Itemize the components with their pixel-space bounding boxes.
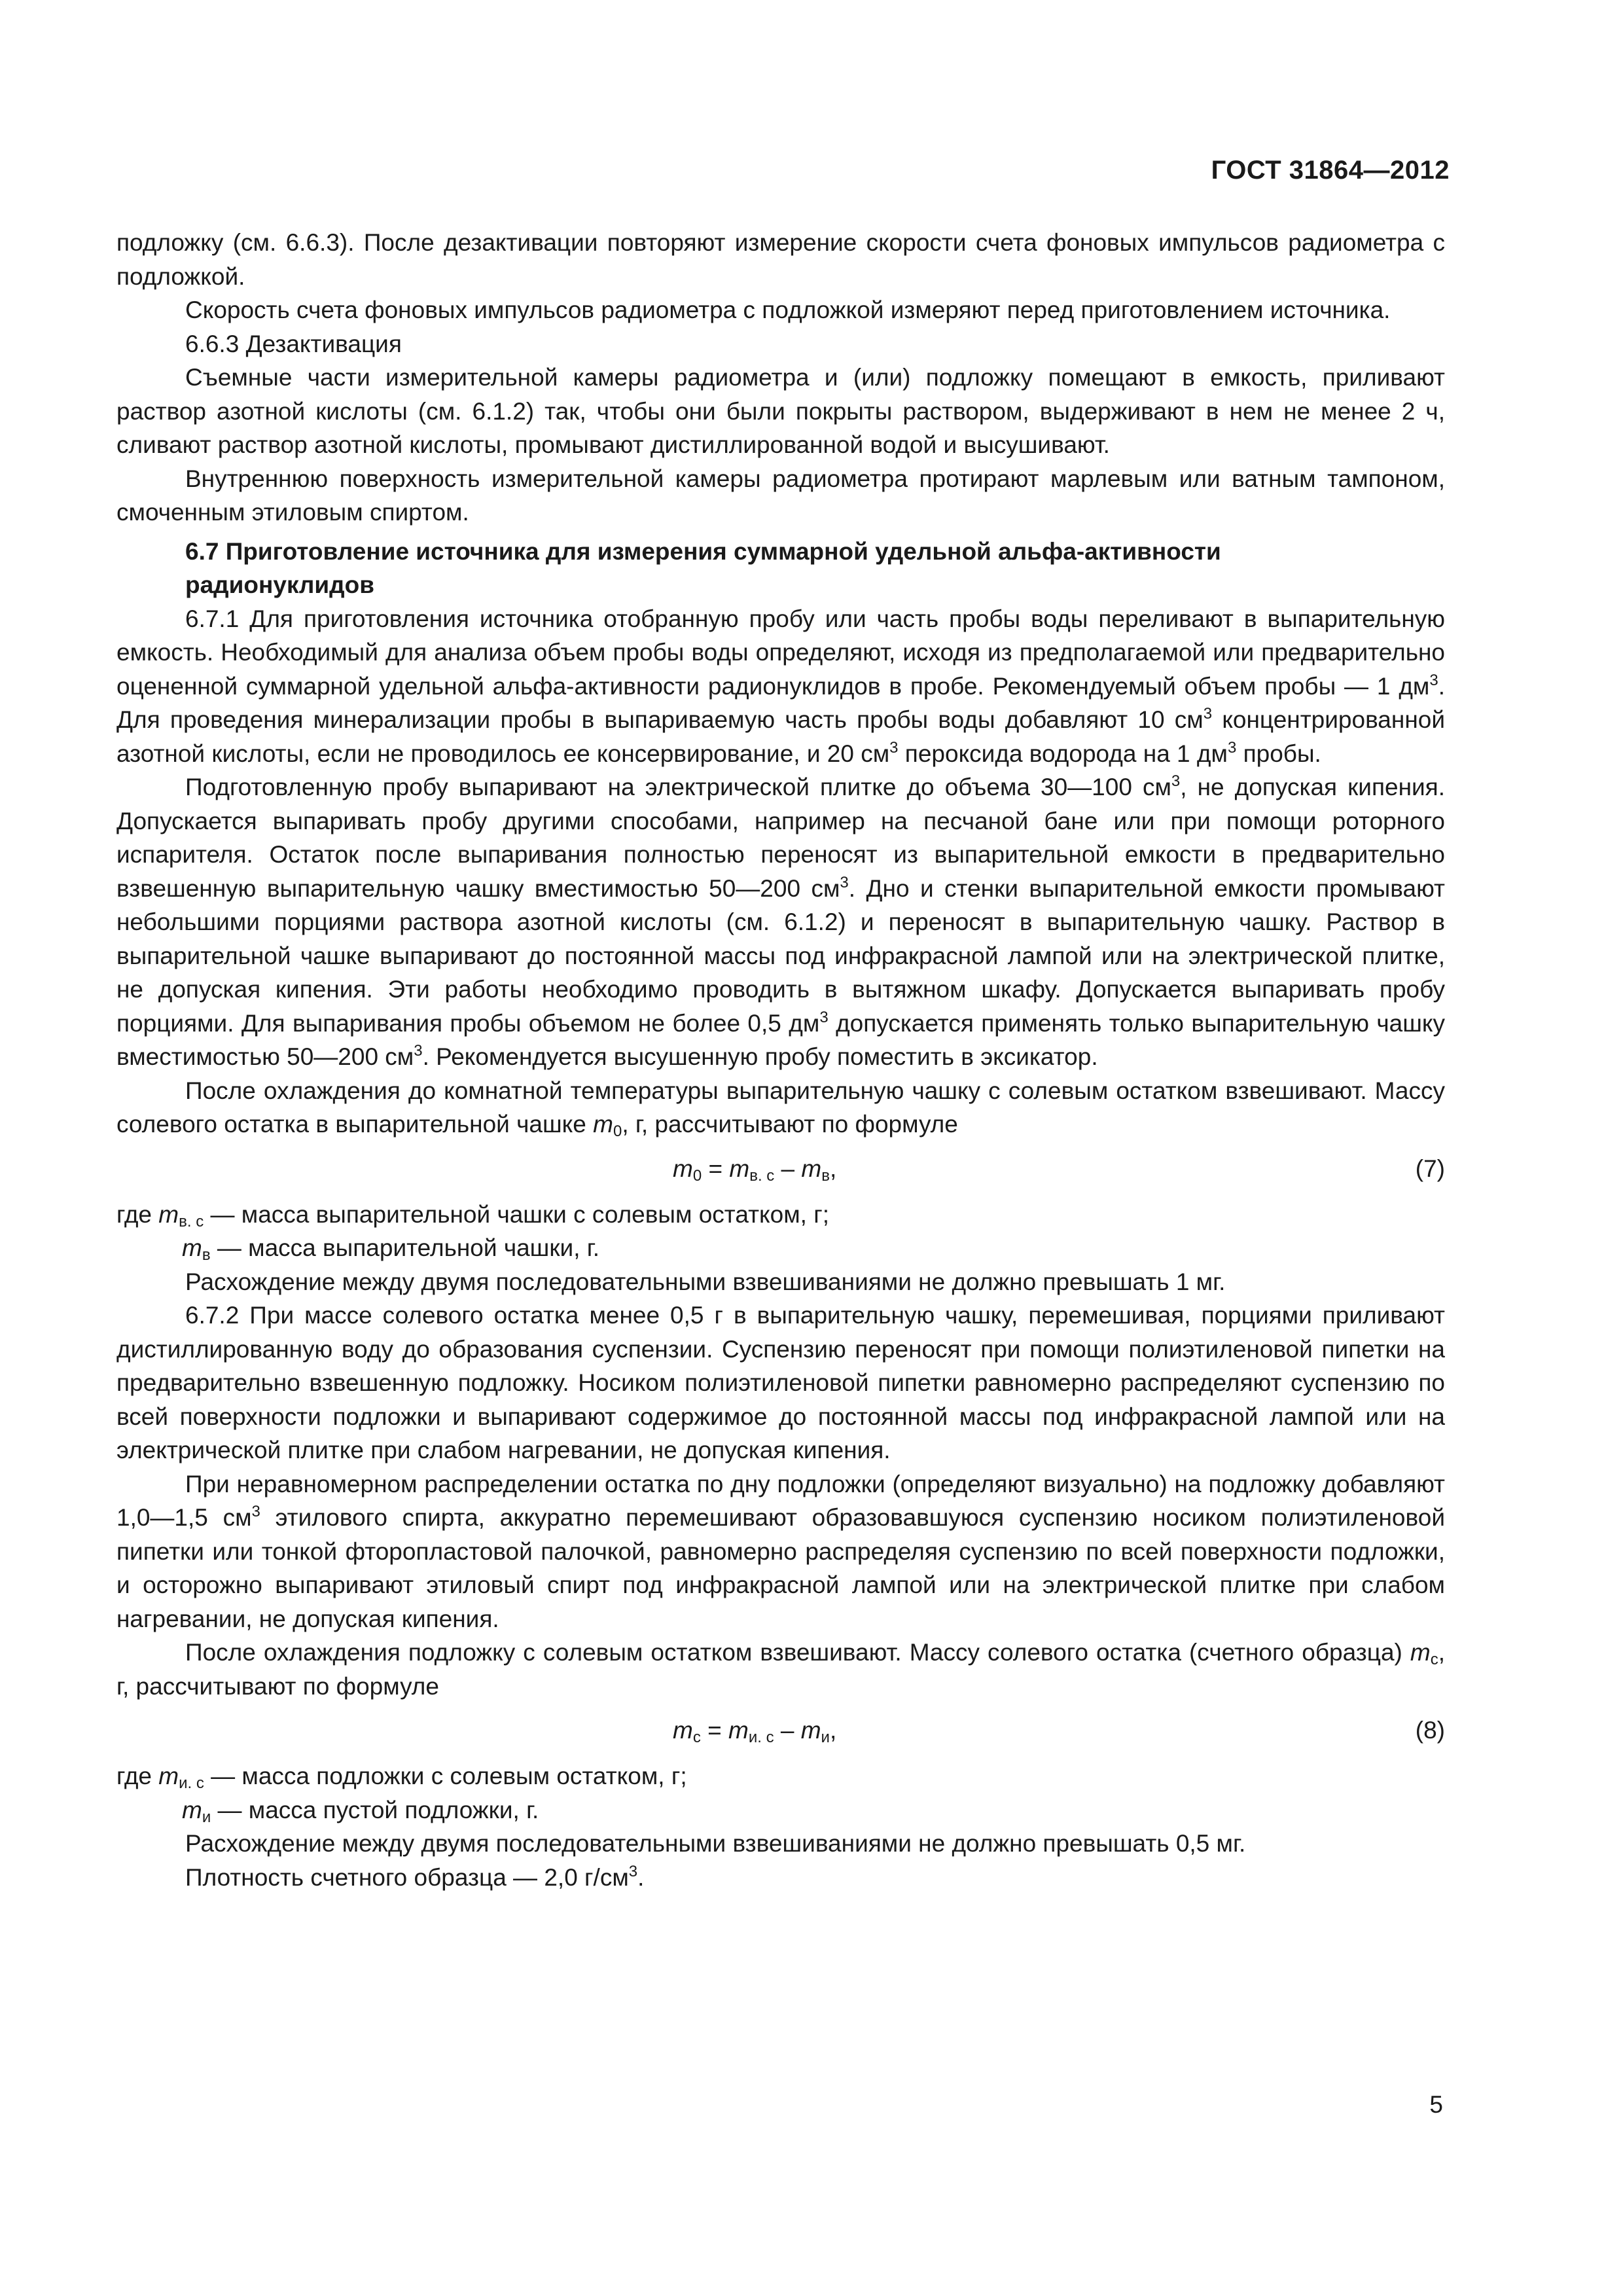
formula-7-number: (7): [1415, 1155, 1445, 1182]
formula-7-expression: $m_0 = m_{в. с} - m_в$,: [673, 1155, 837, 1185]
definition: $m_и$ — масса пустой подложки, г.: [182, 1796, 539, 1826]
paragraph-6-7-2: 6.7.2 При массе солевого остатка менее 0,5 г в выпарительную чашку, перемешивая, порциями приливают дистиллированную воду до образования суспензии. Суспензию переносят при помощи полиэтиленовой пипетки на предварительно взвешенную подложку. Носиком полиэтиленовой пипетки равномерно распределяют суспензию по всей поверхности подложки и выпаривают содержимое до постоянной массы под инфракрасной лампой или на электрической плитке при слабом нагревании, не допуская кипения.: [116, 1302, 1445, 1463]
page-number: 5: [1429, 2091, 1443, 2118]
formula-8: [116, 1710, 1445, 1751]
paragraph: Подготовленную пробу выпаривают на электрической плитке до объема 30—100 $см^3$, не допуская кипения. Допускается выпаривать пробу другими способами, например на песчаной бане или при помощи роторного испарителя. Остаток после выпаривания полностью переносят из выпарительной емкости в предварительно взвешенную выпарительную чашку вместимостью 50—200 $см^3$. Дно и стенки выпарительной емкости промывают небольшими порциями раствора азотной кислоты (см. 6.1.2) и переносят в выпарительную чашку. Раствор в выпарительной чашке выпаривают до постоянной массы под инфракрасной лампой или на электрической плитке, не допуская кипения. Эти работы необходимо проводить в вытяжном шкафу. Допускается выпаривать пробу порциями. Для выпаривания пробы объемом не более 0,5 $дм^3$ допускается применять только выпарительную чашку вместимостью 50—200 $см^3$. Рекомендуется высушенную пробу поместить в эксикатор.: [116, 772, 1445, 1070]
section-heading: 6.7 Приготовление источника для измерения суммарной удельной альфа-активности радионуклидов: [185, 537, 1221, 598]
definition: $m_в$ — масса выпарительной чашки, г.: [182, 1234, 600, 1264]
formula-7: [116, 1148, 1445, 1190]
paragraph: Расхождение между двумя последовательными взвешиваниями не должно превышать 1 мг.: [185, 1268, 1226, 1295]
paragraph: Плотность счетного образца — 2,0 $г/см^3$.: [185, 1862, 645, 1891]
paragraph: Внутреннюю поверхность измерительной камеры радиометра протирают марлевым или ватным тампоном, смоченным этиловым спиртом.: [116, 465, 1445, 526]
paragraph: Съемные части измерительной камеры радиометра и (или) подложку помещают в емкость, приливают раствор азотной кислоты (см. 6.1.2) так, чтобы они были покрыты раствором, выдерживают в нем не менее 2 ч, сливают раствор азотной кислоты, промывают дистиллированной водой и высушивают.: [116, 364, 1445, 458]
definition: где $m_{и. с}$ — масса подложки с солевым остатком, г;: [116, 1763, 687, 1792]
subsection-heading: 6.6.3 Дезактивация: [185, 330, 402, 357]
formula-8-number: (8): [1415, 1717, 1445, 1744]
paragraph: При неравномерном распределении остатка по дну подложки (определяют визуально) на подложку добавляют 1,0—1,5 $см^3$ этилового спирта, аккуратно перемешивают образовавшуюся суспензию носиком полиэтиленовой пипетки или тонкой фторопластовой палочкой, равномерно распределяя суспензию по всей поверхности подложки, и осторожно выпаривают этиловый спирт под инфракрасной лампой или на электрической плитке при слабом нагревании, не допуская кипения.: [116, 1470, 1445, 1632]
definition: где $m_{в. с}$ — масса выпарительной чашки с солевым остатком, г;: [116, 1200, 829, 1230]
paragraph: подложку (см. 6.6.3). После дезактивации повторяют измерение скорости счета фоновых импульсов радиометра с подложкой.: [116, 229, 1445, 290]
paragraph: После охлаждения до комнатной температуры выпарительную чашку с солевым остатком взвешивают. Массу солевого остатка в выпарительной чашке $m_0$, г, рассчитывают по формуле: [116, 1077, 1445, 1140]
formula-8-expression: $m_с = m_{и. с} - m_и$,: [673, 1717, 837, 1746]
standard-header: ГОСТ 31864—2012: [1211, 156, 1450, 185]
paragraph: После охлаждения подложку с солевым остатком взвешивают. Массу солевого остатка (счетного образца) $m_с$, г, рассчитывают по формуле: [116, 1639, 1445, 1700]
paragraph: Расхождение между двумя последовательными взвешиваниями не должно превышать 0,5 мг.: [185, 1830, 1246, 1857]
paragraph-6-7-1: 6.7.1 Для приготовления источника отобранную пробу или часть пробы воды переливают в выпарительную емкость. Необходимый для анализа объем пробы воды определяют, исходя из предполагаемой или предварительно оцененной суммарной удельной альфа-активности радионуклидов в пробе. Рекомендуемый объем пробы — 1 $дм^3$. Для проведения минерализации пробы в выпариваемую часть пробы воды добавляют 10 $см^3$ концентрированной азотной кислоты, если не проводилось ее консервирование, и 20 $см^3$ пероксида водорода на 1 $дм^3$ пробы.: [116, 605, 1445, 767]
paragraph: Скорость счета фоновых импульсов радиометра с подложкой измеряют перед приготовлением источника.: [185, 296, 1391, 323]
document-body: [116, 226, 1445, 1894]
